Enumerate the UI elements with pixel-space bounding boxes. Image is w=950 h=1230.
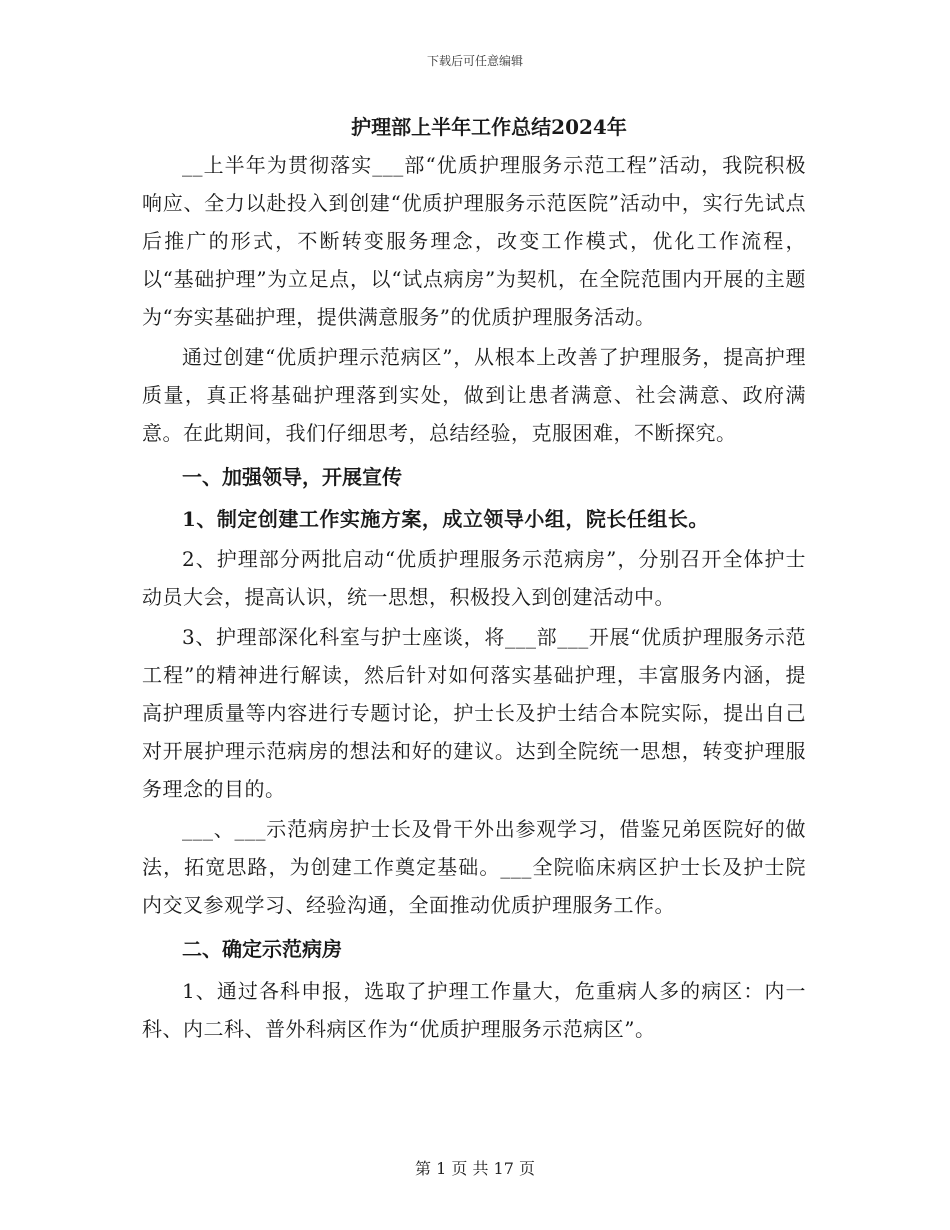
intro-paragraph: __上半年为贯彻落实___部“优质护理服务示范工程”活动，我院积极响应、全力以赴投入到创建“优质护理服务示范医院”活动中，实行先试点后推广的形式，不断转变服务理念，改变工作模式，优化工作流程，以“基础护理”为立足点，以“试点病房”为契机，在全院范围内开展的主题为“夯实基础护理，提供满意服务”的优质护理服务活动。	[142, 153, 806, 329]
summary-paragraph: 通过创建“优质护理示范病区”，从根本上改善了护理服务，提高护理质量，真正将基础护理落到实处，做到让患者满意、社会满意、政府满意。在此期间，我们仔细思考，总结经验，克服困难，不断探究。	[142, 345, 806, 445]
section1-item-3: 3、护理部深化科室与护士座谈，将___部___开展“优质护理服务示范工程”的精神进行解读，然后针对如何落实基础护理，丰富服务内涵，提高护理质量等内容进行专题讨论，护士长及护士结合本院实际，提出自己对开展护理示范病房的想法和好的建议。达到全院统一思想，转变护理服务理念的目的。	[142, 625, 806, 801]
section2-item-1: 1、通过各科申报，选取了护理工作量大，危重病人多的病区：内一科、内二科、普外科病区作为“优质护理服务示范病区”。	[142, 979, 806, 1041]
section-heading-2: 二、确定示范病房	[182, 937, 342, 961]
document-body	[142, 110, 806, 1048]
section-heading-1: 一、加强领导，开展宣传	[182, 465, 402, 489]
section1-item-4: ___、___示范病房护士长及骨干外出参观学习，借鉴兄弟医院好的做法，拓宽思路，为创建工作奠定基础。___全院临床病区护士长及护士院内交叉参观学习、经验沟通，全面推动优质护理服务工作。	[142, 817, 806, 917]
page-header-note: 下载后可任意编辑	[426, 54, 523, 68]
section1-item-1: 1、制定创建工作实施方案，成立领导小组，院长任组长。	[182, 507, 709, 531]
section1-item-2: 2、护理部分两批启动“优质护理服务示范病房”，分别召开全体护士动员大会，提高认识，统一思想，积极投入到创建活动中。	[142, 547, 806, 609]
document-title: 护理部上半年工作总结2024年	[351, 115, 627, 139]
page-number: 第 1 页 共 17 页	[415, 1159, 535, 1178]
